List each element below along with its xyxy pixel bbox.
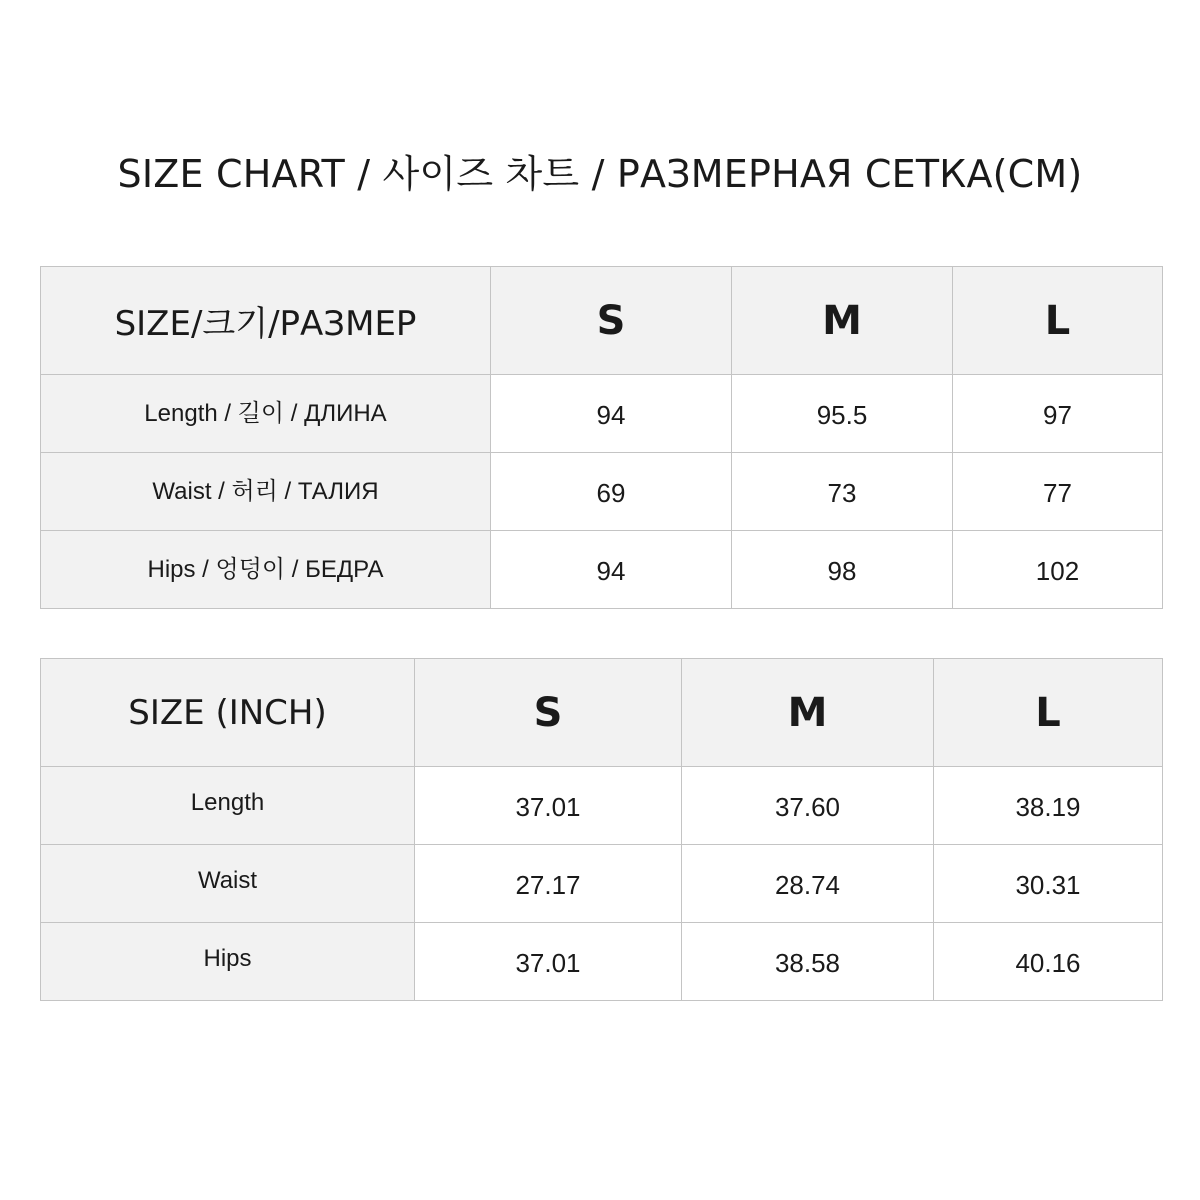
table-row-waist	[41, 453, 1163, 531]
cell-l: 97	[953, 375, 1163, 453]
cell-m: 37.60	[682, 767, 934, 845]
row-label: Length	[41, 767, 415, 845]
page-title: SIZE CHART / 사이즈 차트 / РАЗМЕРНАЯ СЕТКА(CM)	[117, 152, 1083, 196]
cell-m: 38.58	[682, 923, 934, 1001]
size-header-m: M	[732, 267, 953, 375]
cell-s: 69	[491, 453, 732, 531]
table-header-row	[41, 267, 1163, 375]
table-row-waist	[41, 845, 1163, 923]
cell-l: 77	[953, 453, 1163, 531]
row-label: Hips / 엉덩이 / БЕДРА	[41, 531, 491, 609]
cell-l: 30.31	[934, 845, 1163, 923]
cell-l: 40.16	[934, 923, 1163, 1001]
cell-m: 28.74	[682, 845, 934, 923]
size-table-cm	[40, 266, 1163, 609]
cell-m: 95.5	[732, 375, 953, 453]
size-header-s: S	[415, 659, 682, 767]
size-header-s: S	[491, 267, 732, 375]
cell-l: 38.19	[934, 767, 1163, 845]
row-label: Hips	[41, 923, 415, 1001]
cell-s: 37.01	[415, 767, 682, 845]
size-table-inch	[40, 658, 1163, 1001]
cell-m: 73	[732, 453, 953, 531]
row-label: Waist	[41, 845, 415, 923]
table-row-length	[41, 375, 1163, 453]
table-header-row	[41, 659, 1163, 767]
table-row-hips	[41, 531, 1163, 609]
cell-m: 98	[732, 531, 953, 609]
size-header-l: L	[953, 267, 1163, 375]
size-header-label: SIZE (INCH)	[41, 659, 415, 767]
cell-s: 27.17	[415, 845, 682, 923]
row-label: Length / 길이 / ДЛИНА	[41, 375, 491, 453]
size-header-m: M	[682, 659, 934, 767]
cell-l: 102	[953, 531, 1163, 609]
cell-s: 37.01	[415, 923, 682, 1001]
size-header-l: L	[934, 659, 1163, 767]
cell-s: 94	[491, 531, 732, 609]
cell-s: 94	[491, 375, 732, 453]
size-header-label: SIZE/크기/РАЗМЕР	[41, 267, 491, 375]
row-label: Waist / 허리 / ТАЛИЯ	[41, 453, 491, 531]
table-row-length	[41, 767, 1163, 845]
table-row-hips	[41, 923, 1163, 1001]
